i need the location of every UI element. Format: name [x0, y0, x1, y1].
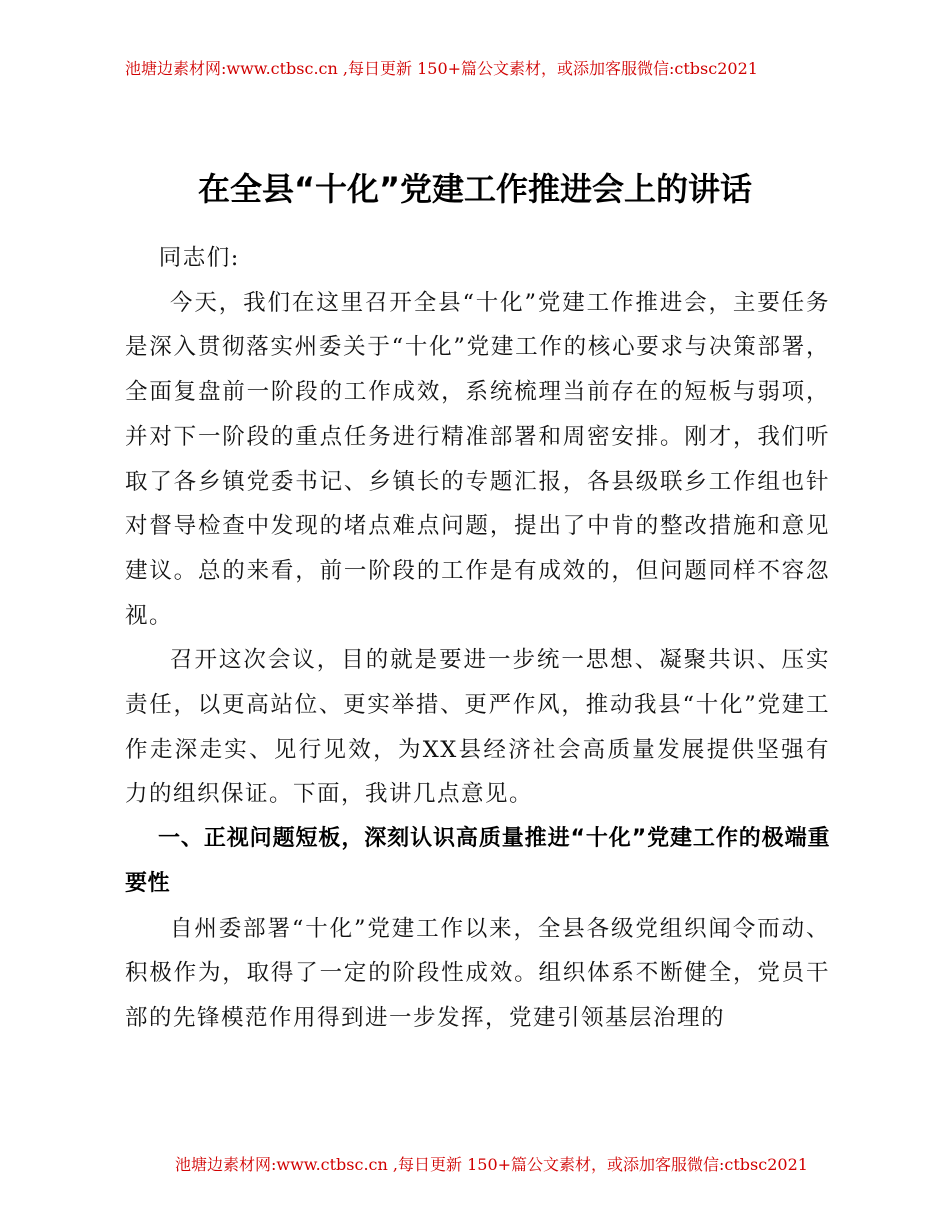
paragraph-intro: 今天，我们在这里召开全县“十化”党建工作推进会，主要任务是深入贯彻落实州委关于“十化”党建工作的核心要求与决策部署，全面复盘前一阶段的工作成效，系统梳理当前存在的短板与弱项，并对下一阶段的重点任务进行精准部署和周密安排。刚才，我们听取了各乡镇党委书记、乡镇长的专题汇报，各县级联乡工作组也针对督导检查中发现的堵点难点问题，提出了中肯的整改措施和意见建议。总的来看，前一阶段的工作是有成效的，但问题同样不容忽视。: [125, 289, 830, 629]
header-banner: 池塘边素材网:www.ctbsc.cn ,每日更新 150+篇公文素材，或添加客服微信:ctbsc2021: [125, 59, 758, 78]
section-heading: 一、正视问题短板，深刻认识高质量推进“十化”党建工作的极端重要性: [125, 826, 830, 896]
footer-banner: 池塘边素材网:www.ctbsc.cn ,每日更新 150+篇公文素材，或添加客服微信:ctbsc2021: [175, 1155, 808, 1174]
document-title: 在全县“十化”党建工作推进会上的讲话: [197, 170, 753, 208]
section-paragraph: 自州委部署“十化”党建工作以来，全县各级党组织闻令而动、积极作为，取得了一定的阶段性成效。组织体系不断健全，党员干部的先锋模范作用得到进一步发挥，党建引领基层治理的: [125, 915, 830, 1031]
paragraph-purpose: 召开这次会议，目的就是要进一步统一思想、凝聚共识、压实责任，以更高站位、更实举措、更严作风，推动我县“十化”党建工作走深走实、见行见效，为XX县经济社会高质量发展提供坚强有力的组织保证。下面，我讲几点意见。: [125, 647, 830, 808]
greeting: 同志们:: [158, 245, 240, 271]
document-body: [125, 236, 830, 1041]
